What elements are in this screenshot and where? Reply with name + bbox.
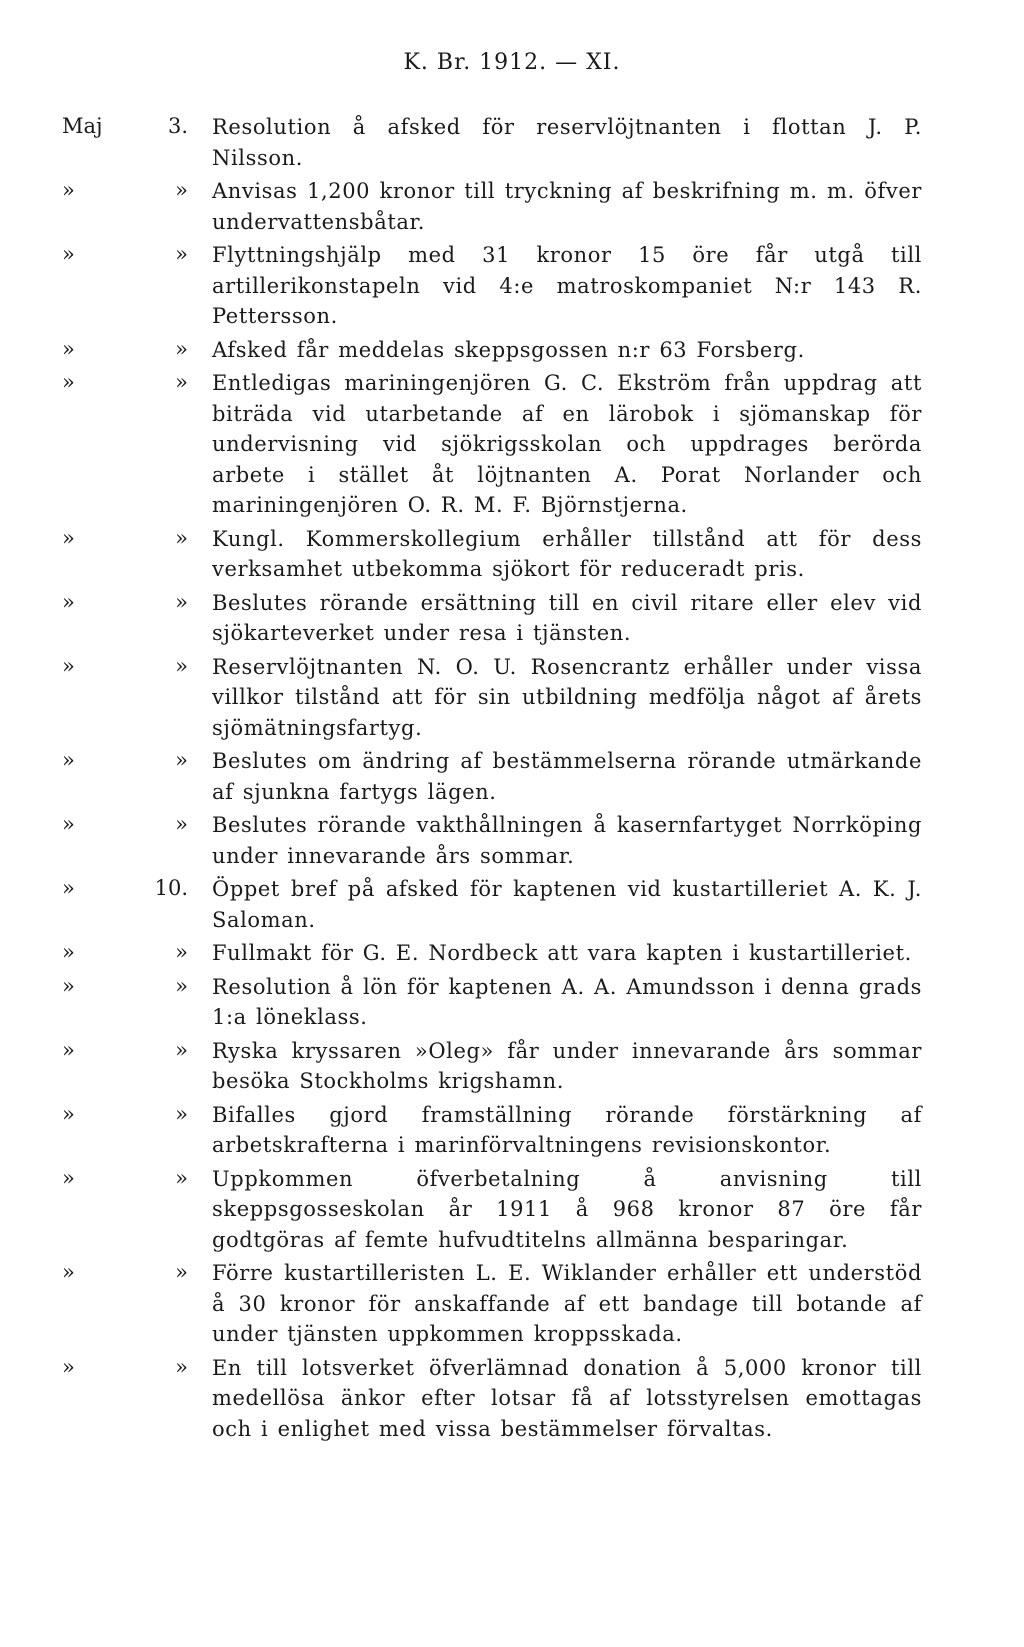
list-item (0, 810, 1024, 871)
entry-day: » (175, 973, 188, 998)
entry-month: » (62, 1260, 75, 1284)
list-item (0, 652, 1024, 744)
entry-text: Anvisas 1,200 kronor till tryckning af beskrifning m. m. öfver undervattensbåtar. (212, 179, 922, 234)
entry-text: Ryska kryssaren »Oleg» får under innevarande års sommar besöka Stockholms krigshamn. (212, 1038, 922, 1093)
entry-month: » (62, 1037, 75, 1062)
list-item (0, 938, 1024, 969)
entry-day: » (175, 1260, 188, 1284)
entry-day: » (175, 653, 188, 678)
entry-text: Beslutes om ändring af bestämmelserna rörande utmärkande af sjunkna fartygs lägen. (212, 749, 922, 804)
entry-text: Kungl. Kommerskollegium erhåller tillstånd att för dess verksamhet utbekomma sjökort för reduceradt pris. (212, 526, 922, 581)
entry-day: » (175, 940, 188, 964)
list-item (0, 1036, 1024, 1097)
list-item (0, 112, 1024, 173)
entry-day: » (175, 812, 188, 836)
list-item (0, 1100, 1024, 1161)
entry-day: 3. (167, 114, 188, 138)
entry-day: 10. (154, 876, 188, 900)
entry-day: » (175, 1354, 188, 1379)
entry-month: » (62, 1165, 75, 1190)
entry-month: » (62, 1354, 75, 1379)
entry-day: » (175, 1165, 188, 1190)
entry-month: » (62, 370, 75, 394)
entry-month: » (62, 812, 75, 836)
page-header: K. Br. 1912. — XI. (403, 50, 621, 75)
list-item (0, 874, 1024, 935)
entry-month: » (62, 589, 75, 614)
entry-text: Reservlöjtnanten N. O. U. Rosencrantz erhåller under vissa villkor tilstånd att för sin utbildning medfölja något af årets sjömätningsfartyg. (212, 654, 922, 740)
entry-text: Beslutes rörande vakthållningen å kasernfartyget Norrköping under innevarande års sommar. (212, 813, 922, 868)
entry-month: » (62, 1101, 75, 1126)
entry-month: » (62, 940, 75, 964)
entry-text: Resolution å afsked för reservlöjtnanten i flottan J. P. Nilsson. (212, 115, 922, 170)
list-item (0, 588, 1024, 649)
entry-text: Afsked får meddelas skeppsgossen n:r 63 Forsberg. (212, 337, 805, 362)
list-item (0, 524, 1024, 585)
entry-day: » (175, 525, 188, 550)
list-item (0, 746, 1024, 807)
entry-day: » (175, 589, 188, 614)
entry-text: Bifalles gjord framställning rörande förstärkning af arbetskrafterna i marinförvaltningens revisionskontor. (212, 1102, 922, 1157)
entry-day: » (175, 1101, 188, 1126)
entry-text: Förre kustartilleristen L. E. Wiklander erhåller ett understöd å 30 kronor för anskaffande af ett bandage till botande af under tjänsten uppkommen kroppsskada. (212, 1261, 922, 1346)
entry-text: Resolution å lön för kaptenen A. A. Amundsson i denna grads 1:a löneklass. (212, 974, 922, 1029)
entry-month: » (62, 748, 75, 772)
entry-text: Fullmakt för G. E. Nordbeck att vara kapten i kustartilleriet. (212, 941, 912, 965)
entry-month: » (62, 178, 75, 202)
entry-text: Entledigas mariningenjören G. C. Ekström från uppdrag att biträda vid utarbetande af en lärobok i sjömanskap för undervisning vid sjökrigsskolan och uppdrages berörda arbete i stället åt löjtnanten A. Porat Norlander och mariningenjören O. R. M. F. Björnstjerna. (212, 371, 922, 517)
entry-day: » (175, 178, 188, 202)
entry-list (0, 112, 1024, 1447)
entry-month: » (62, 525, 75, 550)
list-item (0, 240, 1024, 332)
entry-text: Beslutes rörande ersättning till en civil ritare eller elev vid sjökarteverket under resa i tjänsten. (212, 590, 922, 645)
list-item (0, 972, 1024, 1033)
entry-day: » (175, 336, 188, 361)
list-item (0, 1164, 1024, 1256)
list-item (0, 176, 1024, 237)
entry-day: » (175, 242, 188, 266)
entry-day: » (175, 370, 188, 394)
entry-text: Flyttningshjälp med 31 kronor 15 öre får utgå till artillerikonstapeln vid 4:e matroskompaniet N:r 143 R. Pettersson. (212, 243, 922, 328)
entry-month: » (62, 876, 75, 900)
entry-text: En till lotsverket öfverlämnad donation å 5,000 kronor till medellösa änkor efter lotsar få af lotsstyrelsen emottagas och i enlighet med vissa bestämmelser förvaltas. (212, 1355, 922, 1441)
entry-month: » (62, 653, 75, 678)
entry-month: » (62, 973, 75, 998)
entry-text: Öppet bref på afsked för kaptenen vid kustartilleriet A. K. J. Saloman. (212, 877, 922, 932)
list-item (0, 368, 1024, 521)
entry-month: » (62, 336, 75, 361)
entry-day: » (175, 748, 188, 772)
entry-month: » (62, 242, 75, 266)
entry-day: » (175, 1037, 188, 1062)
list-item (0, 335, 1024, 366)
entry-text: Uppkommen öfverbetalning å anvisning till skeppsgosseskolan år 1911 å 968 kronor 87 öre får godtgöras af femte hufvudtitelns allmänna besparingar. (212, 1166, 922, 1252)
list-item (0, 1258, 1024, 1350)
list-item (0, 1353, 1024, 1445)
entry-month: Maj (62, 114, 103, 138)
